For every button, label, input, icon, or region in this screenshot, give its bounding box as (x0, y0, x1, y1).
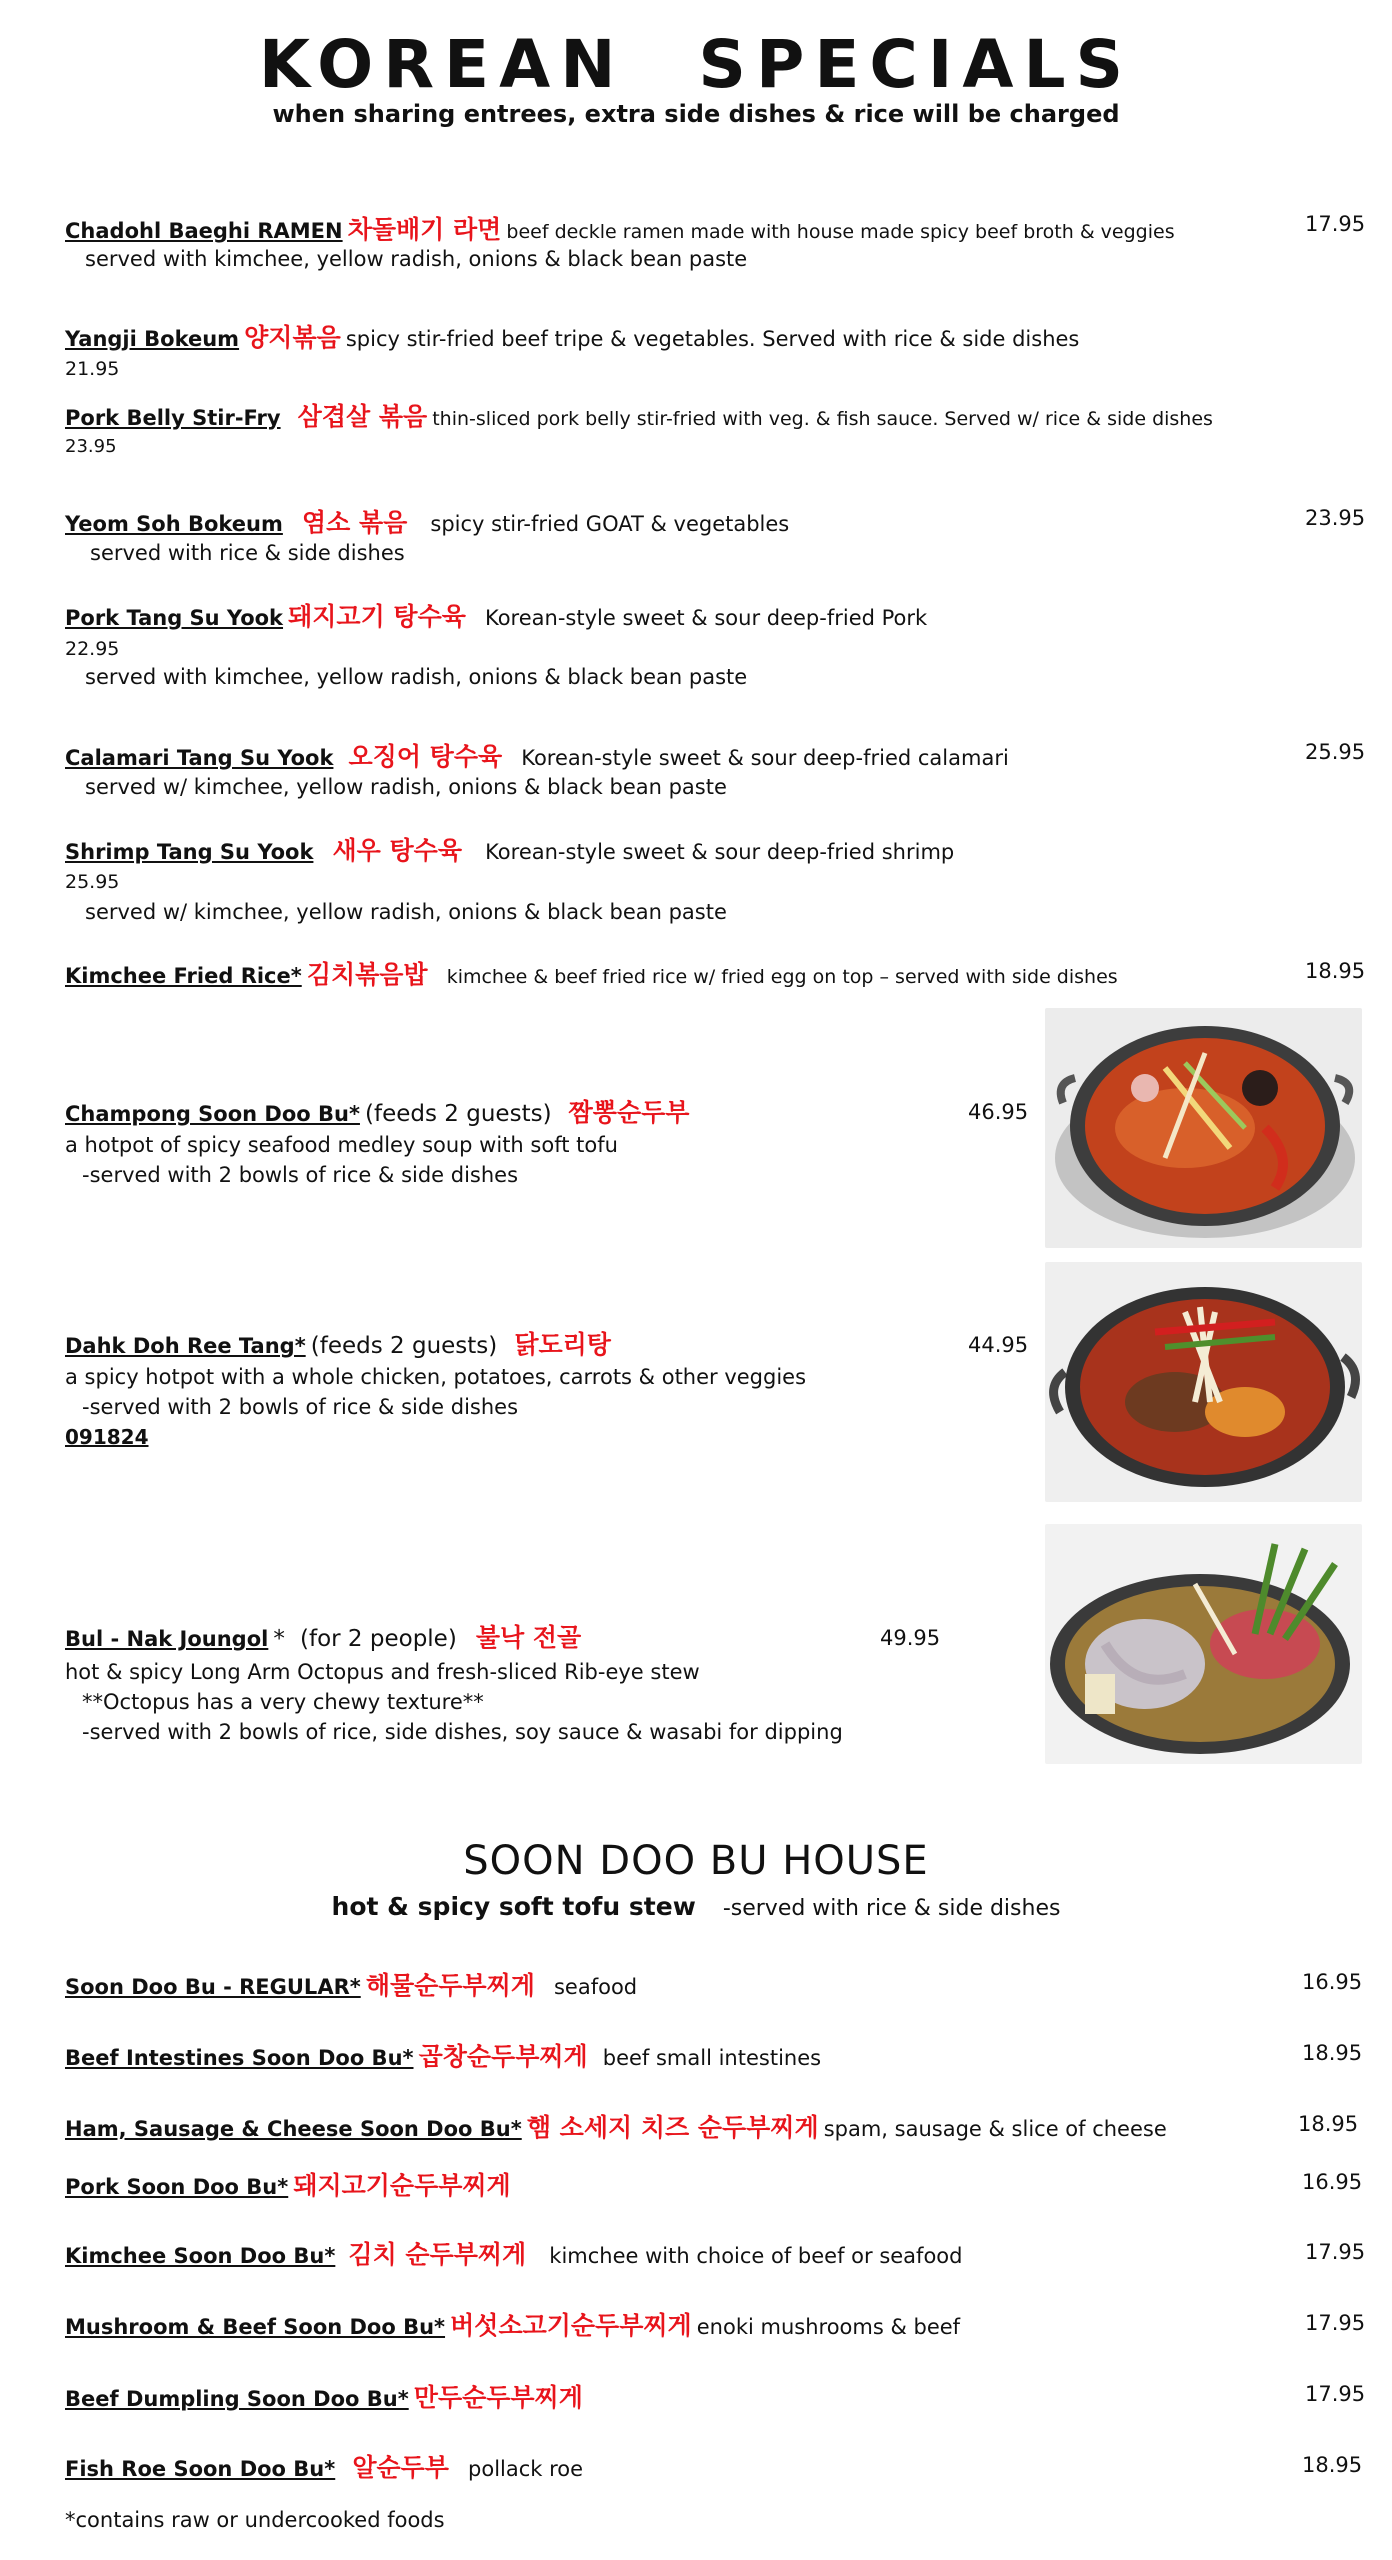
item-name: Ham, Sausage & Cheese Soon Doo Bu* (65, 2117, 522, 2141)
item-korean-name: 김치 순두부찌게 (348, 2240, 527, 2269)
item-korean-name: 버섯소고기순두부찌게 (450, 2311, 692, 2340)
item-name: Soon Doo Bu - REGULAR* (65, 1975, 361, 1999)
item-korean-name: 염소 볶음 (301, 508, 408, 537)
menu-item-champong (65, 1093, 689, 1129)
menu-item-ramen (65, 210, 1175, 246)
item-name: Chadohl Baeghi RAMEN (65, 219, 343, 243)
item-star: * (273, 1626, 285, 1652)
item-korean-name: 알순두부 (352, 2453, 449, 2482)
soon-doo-bu-item (65, 1966, 637, 2002)
item-korean-name: 돼지고기순두부찌게 (293, 2171, 511, 2200)
item-price: 18.95 (1302, 2041, 1363, 2065)
menu-item-shrimp (65, 831, 954, 867)
item-description: kimchee & beef fried rice w/ fried egg on top – served with side dishes (446, 966, 1118, 988)
item-description: hot & spicy Long Arm Octopus and fresh-sliced Rib-eye stew (65, 1660, 700, 1684)
item-name: Kimchee Soon Doo Bu* (65, 2244, 336, 2268)
item-price: 44.95 (968, 1333, 1029, 1357)
item-price: 17.95 (1305, 212, 1366, 236)
item-note: **Octopus has a very chewy texture** (82, 1690, 484, 1714)
item-description: pollack roe (468, 2457, 584, 2481)
section-subtitle-bold: hot & spicy soft tofu stew (331, 1892, 696, 1921)
bul-nak-joungol-photo (1045, 1524, 1362, 1764)
item-korean-name: 차돌배기 라면 (347, 215, 502, 244)
item-name: Mushroom & Beef Soon Doo Bu* (65, 2315, 446, 2339)
item-description: kimchee with choice of beef or seafood (549, 2244, 963, 2268)
item-description: Korean-style sweet & sour deep-fried calamari (521, 746, 1009, 770)
item-name: Shrimp Tang Su Yook (65, 840, 314, 864)
soon-doo-bu-item (65, 2378, 583, 2414)
item-served-with: served with kimchee, yellow radish, onions & black bean paste (85, 665, 748, 689)
item-description: a hotpot of spicy seafood medley soup with soft tofu (65, 1133, 618, 1157)
section-title: SOON DOO BU HOUSE (463, 1838, 929, 1884)
item-code: 091824 (65, 1425, 149, 1449)
item-price: 17.95 (1305, 2382, 1366, 2406)
item-price: 18.95 (1305, 959, 1366, 983)
item-description: a spicy hotpot with a whole chicken, potatoes, carrots & other veggies (65, 1365, 807, 1389)
item-description: spicy stir-fried GOAT & vegetables (430, 512, 790, 536)
item-served-with: served w/ kimchee, yellow radish, onions & black bean paste (85, 775, 727, 799)
item-price: 23.95 (65, 436, 117, 457)
soon-doo-bu-item (65, 2166, 511, 2202)
item-price: 16.95 (1302, 2170, 1363, 2194)
item-price: 21.95 (65, 358, 120, 380)
section-subtitle (0, 1892, 1392, 1921)
item-price: 17.95 (1305, 2240, 1366, 2264)
item-name: Champong Soon Doo Bu* (65, 1102, 360, 1126)
item-name: Bul - Nak Joungol (65, 1627, 269, 1651)
item-description: spam, sausage & slice of cheese (823, 2117, 1167, 2141)
item-korean-name: 만두순두부찌게 (413, 2383, 583, 2412)
menu-item-calamari (65, 737, 1009, 773)
item-korean-name: 김치볶음밥 (306, 960, 428, 989)
soon-doo-bu-item (65, 2448, 583, 2484)
item-name: Beef Dumpling Soon Doo Bu* (65, 2387, 409, 2411)
item-feeds: (feeds 2 guests) (365, 1101, 552, 1127)
item-description: seafood (553, 1975, 638, 1999)
item-korean-name: 닭도리탕 (514, 1330, 611, 1359)
item-name: Beef Intestines Soon Doo Bu* (65, 2046, 414, 2070)
item-description: thin-sliced pork belly stir-fried with veg. & fish sauce. Served w/ rice & side dishes (432, 408, 1213, 430)
soon-doo-bu-item (65, 2037, 821, 2073)
menu-title: KOREAN SPECIALS (258, 26, 1134, 103)
item-price: 22.95 (65, 638, 120, 660)
item-name: Pork Belly Stir-Fry (65, 406, 281, 430)
item-served-with: served with kimchee, yellow radish, onions & black bean paste (85, 247, 748, 271)
menu-item-yangji (65, 318, 1079, 354)
item-price: 23.95 (1305, 506, 1366, 530)
item-price: 16.95 (1302, 1970, 1363, 1994)
soon-doo-bu-item (65, 2235, 962, 2271)
item-price: 18.95 (1302, 2453, 1363, 2477)
item-korean-name: 돼지고기 탕수육 (288, 602, 466, 631)
item-name: Calamari Tang Su Yook (65, 746, 334, 770)
item-description: Korean-style sweet & sour deep-fried shrimp (485, 840, 955, 864)
item-name: Pork Soon Doo Bu* (65, 2175, 289, 2199)
item-price: 18.95 (1298, 2112, 1359, 2136)
item-description: beef deckle ramen made with house made spicy beef broth & veggies (506, 221, 1175, 243)
item-korean-name: 양지볶음 (244, 323, 341, 352)
item-name: Yeom Soh Bokeum (65, 512, 283, 536)
item-price: 25.95 (65, 871, 120, 893)
menu-item-kimchee-fried-rice (65, 955, 1118, 991)
item-korean-name: 불낙 전골 (475, 1623, 582, 1652)
item-korean-name: 곱창순두부찌게 (418, 2042, 588, 2071)
item-served-with: -served with 2 bowls of rice & side dishes (82, 1163, 519, 1187)
menu-item-bul-nak-joungol (65, 1618, 581, 1654)
item-korean-name: 새우 탕수육 (332, 836, 462, 865)
footnote: *contains raw or undercooked foods (65, 2508, 445, 2532)
item-price: 17.95 (1305, 2311, 1366, 2335)
item-korean-name: 삼겹살 볶음 (297, 402, 428, 431)
item-served-with: served with rice & side dishes (90, 541, 405, 565)
item-price: 46.95 (968, 1100, 1029, 1124)
soon-doo-bu-item (65, 2306, 960, 2342)
item-description: beef small intestines (602, 2046, 822, 2070)
item-feeds: (for 2 people) (300, 1626, 457, 1652)
item-feeds: (feeds 2 guests) (310, 1333, 498, 1359)
item-name: Yangji Bokeum (65, 327, 240, 351)
menu-item-pork-tang-su-yook (65, 597, 927, 633)
item-name: Kimchee Fried Rice* (65, 964, 302, 988)
item-korean-name: 오징어 탕수육 (348, 742, 503, 771)
section-subtitle-rest: -served with rice & side dishes (722, 1896, 1061, 1921)
item-korean-name: 해물순두부찌게 (365, 1971, 535, 2000)
menu-item-pork-belly (65, 397, 1213, 433)
item-served-with: served w/ kimchee, yellow radish, onions & black bean paste (85, 900, 727, 924)
dahk-doh-ree-tang-photo (1045, 1262, 1362, 1502)
item-korean-name: 햄 소세지 치즈 순두부찌게 (526, 2113, 819, 2142)
soon-doo-bu-item (65, 2108, 1167, 2144)
item-name: Fish Roe Soon Doo Bu* (65, 2457, 336, 2481)
item-description: Korean-style sweet & sour deep-fried Pork (484, 606, 928, 630)
menu-item-dahk-doh-ree-tang (65, 1325, 611, 1361)
item-name: Pork Tang Su Yook (65, 606, 284, 630)
item-served-with: -served with 2 bowls of rice & side dishes (82, 1395, 519, 1419)
item-served-with: -served with 2 bowls of rice, side dishes, soy sauce & wasabi for dipping (82, 1720, 843, 1744)
item-korean-name: 짬뽕순두부 (568, 1098, 690, 1127)
item-name: Dahk Doh Ree Tang* (65, 1334, 306, 1358)
menu-subtitle: when sharing entrees, extra side dishes & rice will be charged (272, 100, 1120, 128)
item-description: spicy stir-fried beef tripe & vegetables. Served with rice & side dishes (345, 327, 1080, 351)
menu-item-goat (65, 503, 789, 539)
item-price: 25.95 (1305, 740, 1366, 764)
item-description: enoki mushrooms & beef (696, 2315, 961, 2339)
champong-photo (1045, 1008, 1362, 1248)
item-price: 49.95 (880, 1626, 941, 1650)
